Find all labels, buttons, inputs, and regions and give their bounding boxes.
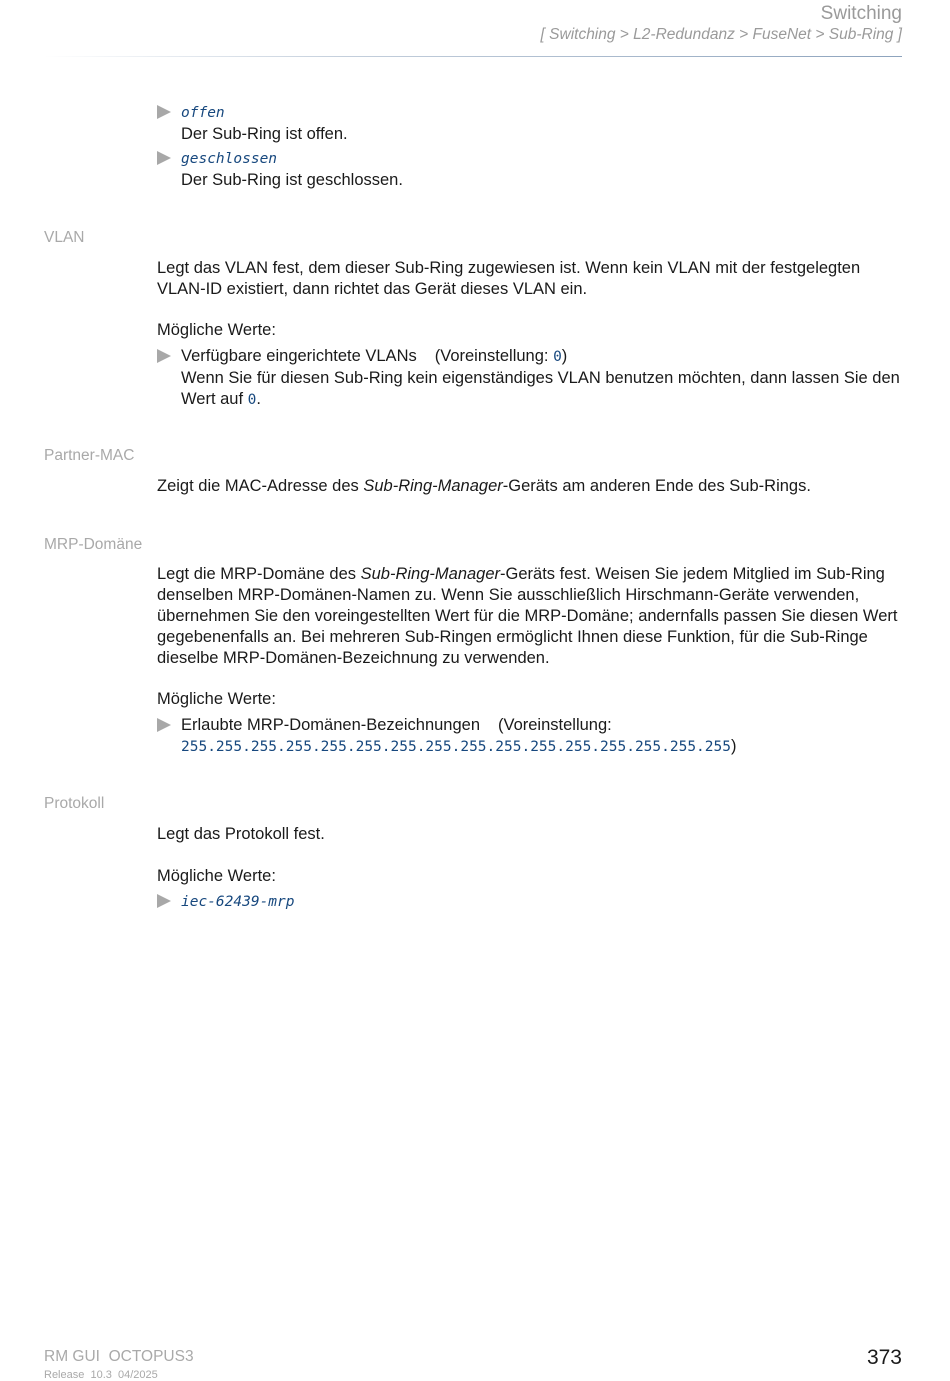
option-offen [157,102,917,145]
mrp-domain-default-value: 255.255.255.255.255.255.255.255.255.255.255.255.255.255.255.255 [181,739,731,755]
section-label-partner-mac: Partner-MAC [44,447,135,464]
section-label-vlan: VLAN [44,229,85,246]
protocol-option-value: iec-62439-mrp [181,894,295,910]
bullet-triangle-icon [157,151,171,165]
option-description: Der Sub-Ring ist geschlossen. [181,171,403,189]
mrp-domain-option [157,715,917,758]
mrp-domain-text-start: Legt die MRP-Domäne des [157,565,361,583]
partner-mac-text-start: Zeigt die MAC-Adresse des [157,477,364,495]
vlan-note: Wenn Sie für diesen Sub-Ring kein eigenständiges VLAN benutzen möchten, dann lassen Sie den Wert auf [181,369,900,408]
partner-mac-description [157,476,907,497]
bullet-triangle-icon [157,349,171,363]
option-description: Der Sub-Ring ist offen. [181,125,348,143]
mrp-domain-default-suffix: ) [730,737,737,755]
option-value: geschlossen [181,151,278,167]
breadcrumb: [ Switching > L2-Redundanz > FuseNet > Sub-Ring ] [540,26,902,43]
mrp-domain-emphasis: Sub-Ring-Manager [360,565,501,583]
page-number: 373 [866,1346,902,1369]
option-geschlossen [157,148,917,191]
vlan-default-suffix: ) [561,347,568,365]
vlan-default-value: 0 [553,349,562,365]
header-title: Switching [820,3,902,24]
mrp-domain-text-end: -Geräts fest. Weisen Sie jedem Mitglied im Sub-Ring denselben MRP-Domänen-Namen zu. Wenn Sie ausschließlich Hirschmann-Geräte verwenden, übernehmen Sie den voreingestellten Wert für die MRP-Domäne; andernfalls passen Sie diesen Wert gegebenenfalls an. Bei mehreren Sub-Ringen ermöglicht Ihnen diese Funktion, für die Sub-Ringe dieselbe MRP-Domänen-Bezeichnung zu verwenden. [157,565,898,667]
vlan-description: Legt das VLAN fest, dem dieser Sub-Ring zugewiesen ist. Wenn kein VLAN mit der festgelegten VLAN-ID existiert, dann richtet das Gerät dieses VLAN ein. [157,259,861,298]
vlan-note-value: 0 [247,392,257,408]
protocol-option [157,891,917,913]
vlan-option-text: Verfügbare eingerichtete VLANs [181,347,417,365]
vlan-possible-values: Mögliche Werte: [157,321,276,339]
bullet-triangle-icon [157,718,171,732]
footer-document-name: RM GUI OCTOPUS3 [44,1348,194,1365]
section-label-mrp-domain: MRP-Domäne [44,536,143,553]
option-value: offen [181,105,225,121]
mrp-domain-description [157,564,907,669]
partner-mac-emphasis: Sub-Ring-Manager [363,477,503,495]
footer-release: Release 10.3 04/2025 [44,1369,158,1381]
mrp-domain-possible-values: Mögliche Werte: [157,690,276,708]
mrp-domain-default-prefix: (Voreinstellung: [498,716,612,734]
header-divider [44,56,902,57]
section-label-protocol: Protokoll [44,795,105,812]
protocol-description: Legt das Protokoll fest. [157,825,325,843]
vlan-option [157,346,917,411]
protocol-possible-values: Mögliche Werte: [157,867,276,885]
partner-mac-text-end: -Geräts am anderen Ende des Sub-Rings. [502,477,811,495]
mrp-domain-option-text: Erlaubte MRP-Domänen-Bezeichnungen [181,716,480,734]
bullet-triangle-icon [157,105,171,119]
vlan-note-end: . [256,390,261,408]
vlan-default-prefix: (Voreinstellung: [434,347,554,365]
bullet-triangle-icon [157,894,171,908]
